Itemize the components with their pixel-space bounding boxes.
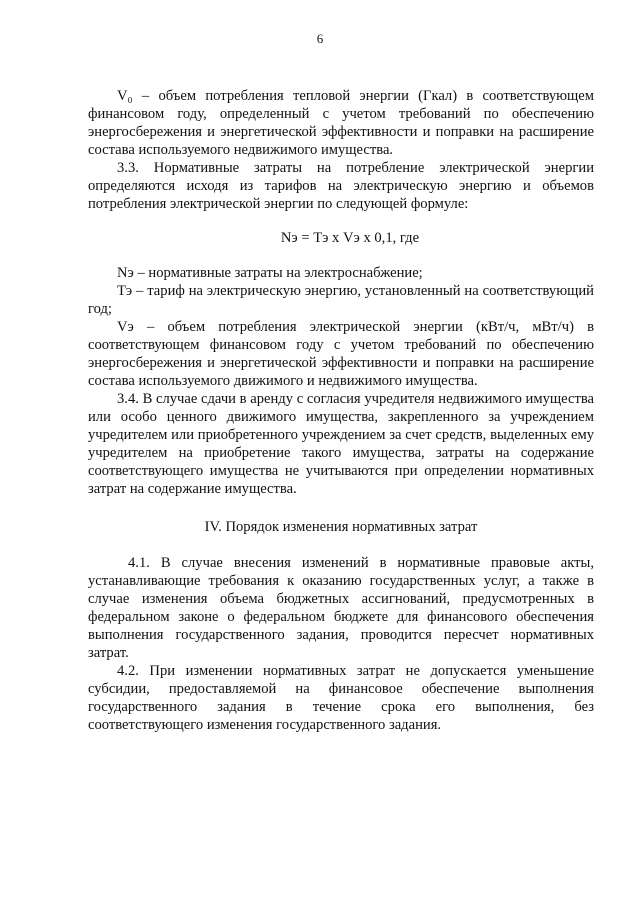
paragraph-n-definition: Nэ – нормативные затраты на электроснабжение; <box>117 265 423 281</box>
paragraph-4-1: 4.1. В случае внесения изменений в нормативные правовые акты, устанавливающие требования к оказанию государственных услуг, а также в случае изменения объема бюджетных ассигнований, предусмотренных в федеральном законе о федеральном бюджете для финансового обеспечения выполнения государственного задания, проводится пересчет нормативных затрат. <box>88 555 594 661</box>
paragraph-4-2: 4.2. При изменении нормативных затрат не допускается уменьшение субсидии, предоставляемой на финансовое обеспечение выполнения государственного задания в течение срока его выполнения, без соответствующего изменения государственного задания. <box>88 663 594 733</box>
document-body <box>88 87 594 734</box>
paragraph-3-3: 3.3. Нормативные затраты на потребление электрической энергии определяются исходя из тарифов на электрическую энергию и объемов потребления электрической энергии по следующей формуле: <box>88 160 594 212</box>
paragraph-v0-definition: V₀ – объем потребления тепловой энергии (Гкал) в соответствующем финансовом году, определенный с учетом требований по обеспечению энергосбережения и энергетической эффективности и поправки на расширение состава используемого недвижимого имущества. <box>88 88 594 158</box>
formula-electricity: Nэ = Тэ х Vэ х 0,1, где <box>280 230 420 246</box>
section-iv-heading: IV. Порядок изменения нормативных затрат <box>204 519 478 535</box>
paragraph-3-4: 3.4. В случае сдачи в аренду с согласия учредителя недвижимого имущества или особо ценного движимого имущества, закрепленного за учреждением учредителем или приобретенного учреждением за счет средств, выделенных ему учредителем на приобретение такого имущества, затраты на содержание соответствующего имущества не учитываются при определении нормативных затрат на содержание имущества. <box>88 391 594 497</box>
paragraph-v-definition: Vэ – объем потребления электрической энергии (кВт/ч, мВт/ч) в соответствующем финансовом году с учетом требований по обеспечению энергосбережения и энергетической эффективности и поправки на расширение состава используемого движимого и недвижимого имущества. <box>88 319 594 389</box>
page-number: 6 <box>316 31 324 46</box>
paragraph-t-definition: Тэ – тариф на электрическую энергию, установленный на соответствующий год; <box>88 283 594 317</box>
